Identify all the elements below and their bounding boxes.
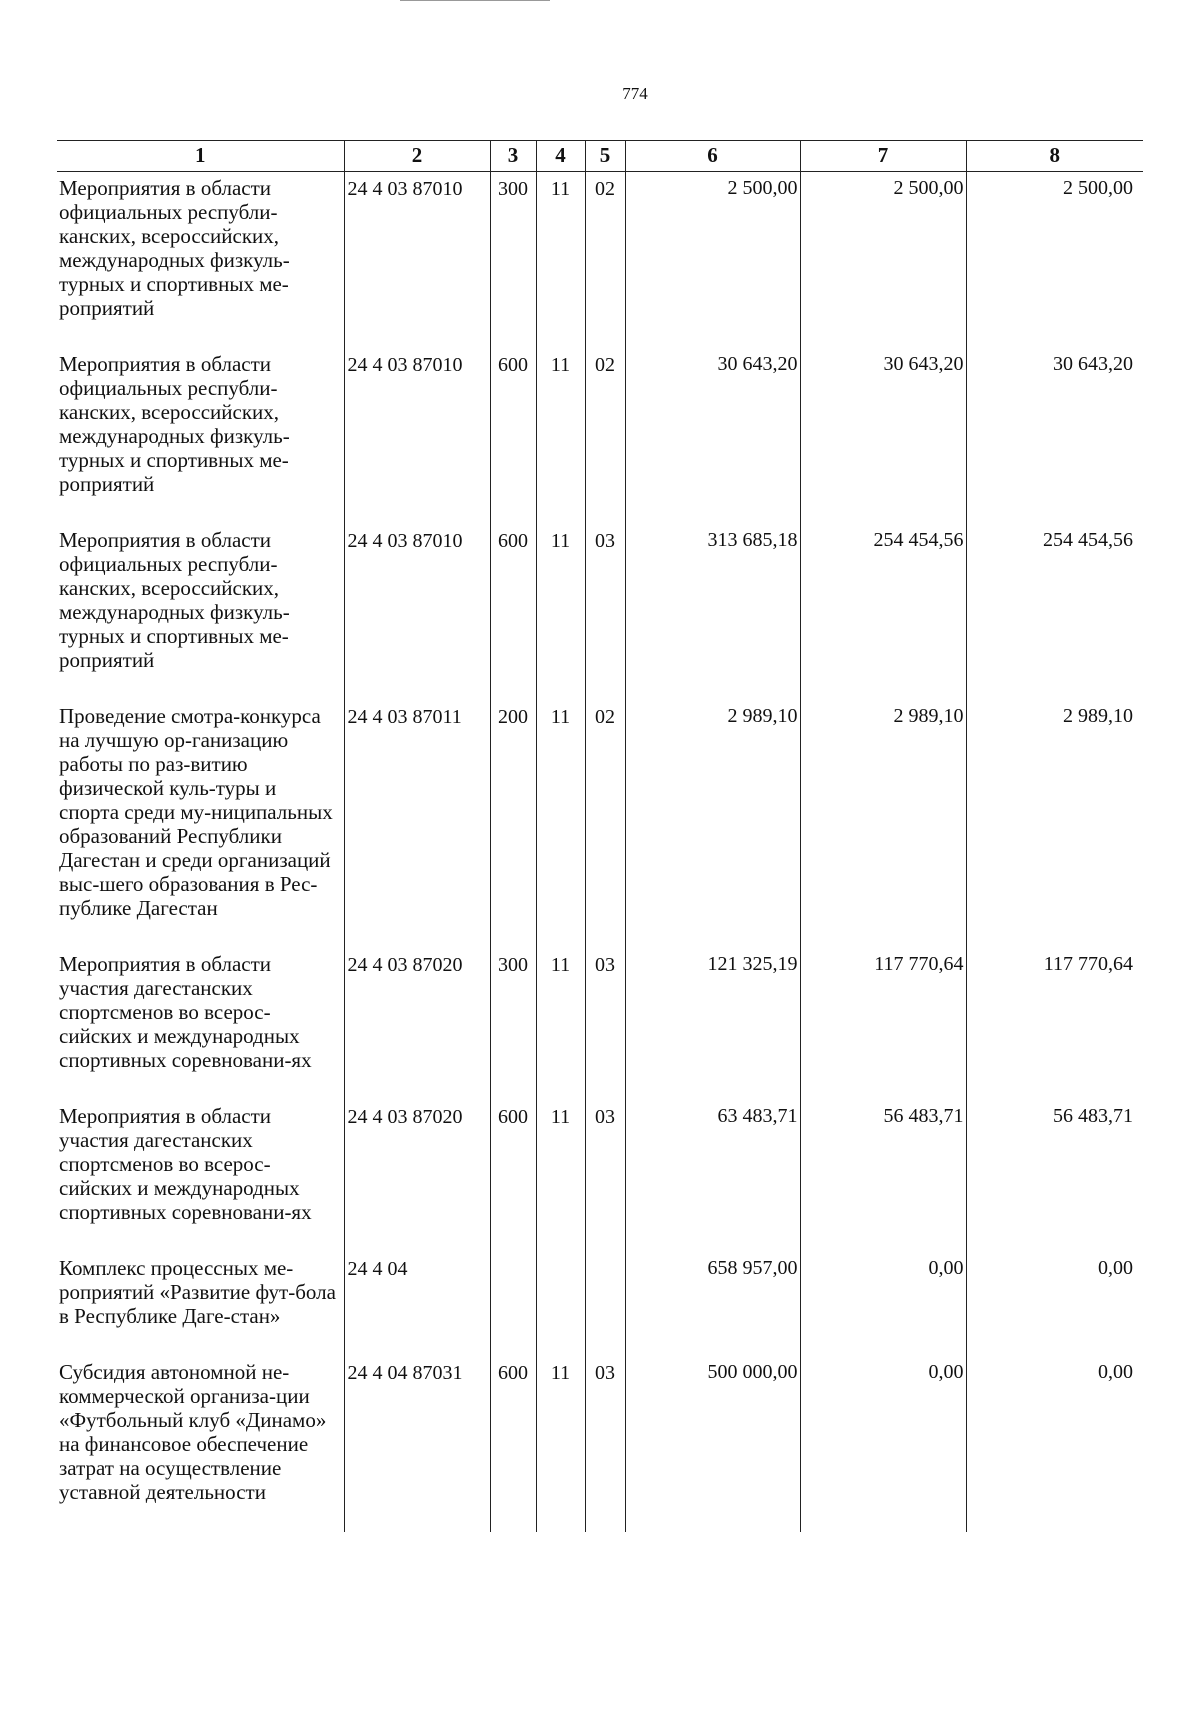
header-col-7: 7 [800, 141, 966, 172]
row-value-8: 30 643,20 [966, 348, 1143, 524]
header-col-5: 5 [585, 141, 625, 172]
row-name: Мероприятия в области участия дагестанских спортсменов во всерос-сийских и международных спортивных соревновани-ях [59, 952, 312, 1072]
row-col-3: 600 [490, 1356, 536, 1532]
row-col-4: 11 [536, 1100, 585, 1252]
header-col-8: 8 [966, 141, 1143, 172]
row-value-8: 117 770,64 [966, 948, 1143, 1100]
row-col-4: 11 [536, 1356, 585, 1532]
table-row [57, 524, 1143, 700]
header-col-2: 2 [344, 141, 490, 172]
row-col-5: 03 [585, 1100, 625, 1252]
row-col-5: 03 [585, 948, 625, 1100]
row-code: 24 4 03 87010 [344, 172, 490, 349]
row-col-5: 03 [585, 524, 625, 700]
row-name: Субсидия автономной не-коммерческой организа-ции «Футбольный клуб «Динамо» на финансовое обеспечение затрат на осуществление уставной деятельности [59, 1360, 327, 1504]
header-col-4: 4 [536, 141, 585, 172]
row-value-7: 0,00 [800, 1252, 966, 1356]
row-code: 24 4 04 [344, 1252, 490, 1356]
table-row [57, 348, 1143, 524]
row-value-7: 0,00 [800, 1356, 966, 1532]
row-value-7: 117 770,64 [800, 948, 966, 1100]
row-value-7: 254 454,56 [800, 524, 966, 700]
table-row [57, 700, 1143, 948]
row-col-3: 600 [490, 1100, 536, 1252]
row-name: Мероприятия в области официальных республи-канских, всероссийских, международных физкуль-турных и спортивных ме-роприятий [59, 176, 290, 320]
row-col-3: 300 [490, 948, 536, 1100]
row-code: 24 4 03 87010 [344, 348, 490, 524]
row-col-5: 02 [585, 348, 625, 524]
row-code: 24 4 03 87020 [344, 948, 490, 1100]
row-value-8: 56 483,71 [966, 1100, 1143, 1252]
row-value-7: 30 643,20 [800, 348, 966, 524]
row-code: 24 4 03 87020 [344, 1100, 490, 1252]
header-col-1: 1 [57, 141, 344, 172]
table-row [57, 1252, 1143, 1356]
row-code: 24 4 03 87010 [344, 524, 490, 700]
table-row [57, 948, 1143, 1100]
row-name: Комплекс процессных ме-роприятий «Развитие фут-бола в Республике Даге-стан» [59, 1256, 336, 1328]
row-value-8: 0,00 [966, 1356, 1143, 1532]
row-col-3 [490, 1252, 536, 1356]
row-name: Мероприятия в области официальных республи-канских, всероссийских, международных физкуль-турных и спортивных ме-роприятий [59, 528, 290, 672]
row-value-6: 63 483,71 [625, 1100, 800, 1252]
table-row [57, 172, 1143, 349]
row-col-3: 600 [490, 348, 536, 524]
row-col-5: 02 [585, 700, 625, 948]
header-col-6: 6 [625, 141, 800, 172]
row-col-3: 600 [490, 524, 536, 700]
row-value-6: 2 989,10 [625, 700, 800, 948]
row-col-4: 11 [536, 524, 585, 700]
header-col-3: 3 [490, 141, 536, 172]
row-col-4 [536, 1252, 585, 1356]
row-value-8: 2 989,10 [966, 700, 1143, 948]
row-value-6: 121 325,19 [625, 948, 800, 1100]
row-value-8: 0,00 [966, 1252, 1143, 1356]
row-col-4: 11 [536, 172, 585, 349]
row-col-4: 11 [536, 700, 585, 948]
row-value-8: 2 500,00 [966, 172, 1143, 349]
row-value-8: 254 454,56 [966, 524, 1143, 700]
header-row [57, 141, 1143, 172]
row-col-3: 300 [490, 172, 536, 349]
row-name: Проведение смотра-конкурса на лучшую ор-ганизацию работы по раз-витию физической куль-туры и спорта среди му-ниципальных образований Республики Дагестан и среди организаций выс-шего образования в Рес-публике Дагестан [59, 704, 333, 920]
row-name: Мероприятия в области официальных республи-канских, всероссийских, международных физкуль-турных и спортивных ме-роприятий [59, 352, 290, 496]
row-col-5 [585, 1252, 625, 1356]
row-value-6: 500 000,00 [625, 1356, 800, 1532]
row-value-7: 2 989,10 [800, 700, 966, 948]
budget-table [57, 140, 1143, 1532]
row-value-6: 313 685,18 [625, 524, 800, 700]
row-col-5: 02 [585, 172, 625, 349]
row-value-7: 2 500,00 [800, 172, 966, 349]
table-row [57, 1356, 1143, 1532]
row-value-6: 30 643,20 [625, 348, 800, 524]
row-code: 24 4 03 87011 [344, 700, 490, 948]
page-number: 774 [622, 84, 648, 103]
top-scan-rule [400, 0, 550, 1]
row-col-5: 03 [585, 1356, 625, 1532]
row-col-4: 11 [536, 348, 585, 524]
row-col-4: 11 [536, 948, 585, 1100]
row-col-3: 200 [490, 700, 536, 948]
row-value-6: 658 957,00 [625, 1252, 800, 1356]
row-value-6: 2 500,00 [625, 172, 800, 349]
table-row [57, 1100, 1143, 1252]
row-name: Мероприятия в области участия дагестанских спортсменов во всерос-сийских и международных спортивных соревновани-ях [59, 1104, 312, 1224]
row-value-7: 56 483,71 [800, 1100, 966, 1252]
row-code: 24 4 04 87031 [344, 1356, 490, 1532]
